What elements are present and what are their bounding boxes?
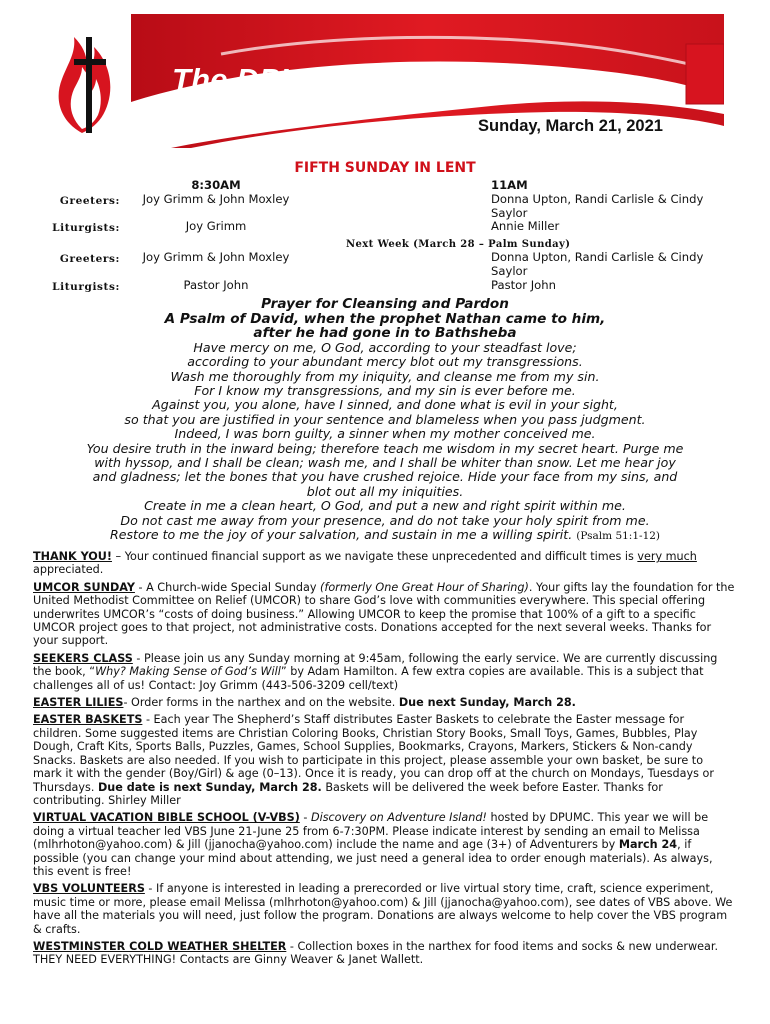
announcement-heading: VBS VOLUNTEERS xyxy=(33,882,145,896)
greeters-late-line1: Donna Upton, Randi Carlisle & Cindy xyxy=(491,192,704,206)
psalm-line: Do not cast me away from your presence, and do not take your holy spirit from me. xyxy=(120,512,650,528)
psalm-heading: Prayer for Cleansing and Pardon xyxy=(261,296,509,312)
issue-date: Sunday, March 21, 2021 xyxy=(478,117,663,135)
announcement-text: - If anyone is interested in leading a prerecorded or live virtual story time, craft, science experiment, music time or more, please email Melissa (mlhrhoton@yahoo.com) & Jill (jjanocha@yahoo.com), see dates of VBS above. We have all the materials you will need, just follow the program. Donations are always welcome to help cover the VBS program & crafts. xyxy=(33,882,733,936)
announcement-text: - xyxy=(299,811,311,825)
liturgists-late: Annie Miller xyxy=(491,219,560,233)
announcement-lilies xyxy=(33,696,735,709)
announcement-emphasis: very much xyxy=(637,550,697,563)
greeters-label: Greeters: xyxy=(59,195,120,207)
announcement-text: Baskets will be delivered the week before Easter. Thanks for contributing. Shirley Miller xyxy=(33,780,663,807)
announcement-bold: March 24 xyxy=(618,838,678,852)
announcement-bold: Due date is next Sunday, March 28. xyxy=(97,780,322,794)
next-liturgists-late: Pastor John xyxy=(491,278,556,292)
next-liturgists-label: Liturgists: xyxy=(52,281,120,293)
announcement-heading: THANK YOU! xyxy=(33,550,112,563)
announcement-text: hosted by DPUMC. This year we will be doing a virtual teacher led VBS June 21-June 25 from 6-7:30PM. Please indicate interest by sending an email to Melissa (mlhrhoton@yahoo.com) & Jill (jjanocha@yahoo.com) include the name and age (3+) of Adventurers by xyxy=(33,811,709,852)
next-greeters-late-line2: Saylor xyxy=(491,264,528,278)
announcement-text: ” by Adam Hamilton. A few extra copies are available. This is a subject that challenges all of us! Contact: Joy Grimm (443-506-3209 cell/text) xyxy=(33,665,704,692)
announcement-text: - Order forms in the narthex and on the website. xyxy=(123,696,399,710)
announcement-text: – Your continued financial support as we navigate these unprecedented and difficult times is xyxy=(111,550,638,563)
announcement-text: - A Church-wide Special Sunday xyxy=(134,580,321,594)
psalm-citation: (Psalm 51:1-12) xyxy=(576,530,661,543)
late-service-time: 11AM xyxy=(491,178,528,192)
announcement-seekers xyxy=(33,652,735,692)
psalm-line: blot out all my iniquities. xyxy=(306,483,464,499)
psalm-subheading: A Psalm of David, when the prophet Nathan came to him, xyxy=(164,310,606,327)
next-greeters-late-line1: Donna Upton, Randi Carlisle & Cindy xyxy=(491,250,704,264)
next-liturgists-early: Pastor John xyxy=(183,278,249,292)
announcement-italic: Why? Making Sense of God’s Will xyxy=(95,665,281,679)
psalm-line xyxy=(40,528,730,543)
announcement-bold: Due next Sunday, March 28. xyxy=(398,696,576,710)
announcement-text: - Each year The Shepherd’s Staff distributes Easter Baskets to celebrate the Easter message for children. Some suggested items are Christian Coloring Books, Christian Story Books, Small Toys, Games, Bubbles, Play Dough, Craft Kits, Sports Balls, Puzzles, Games, School Supplies, Bookmarks, Crayons, Markers, Stickers & Non-candy Snacks. Baskets are also needed. If you wish to participate in this project, please assemble your own basket, be sure to mark it with the gender (Boy/Girl) & age (0–13). Once it is ready, you can drop off at the church on Mondays, Tuesdays or Thursdays. xyxy=(33,713,714,794)
next-greeters-early: Joy Grimm & John Moxley xyxy=(142,250,290,264)
psalm-line: with hyssop, and I shall be clean; wash me, and I shall be whiter than snow. Let me hear joy xyxy=(94,455,676,471)
announcement-vbs xyxy=(33,811,735,878)
announcement-umcor xyxy=(33,581,735,648)
liturgists-early: Joy Grimm xyxy=(185,219,247,233)
announcement-heading: VIRTUAL VACATION BIBLE SCHOOL (V-VBS) xyxy=(33,811,300,825)
masthead-title: The DPUMC Spirit xyxy=(172,62,441,97)
announcement-thank-you xyxy=(33,550,735,577)
announcement-heading: WESTMINSTER COLD WEATHER SHELTER xyxy=(33,939,287,953)
psalm-subheading: after he had gone in to Bathsheba xyxy=(253,325,517,342)
psalm-line: You desire truth in the inward being; therefore teach me wisdom in my secret heart. Purge me xyxy=(86,440,684,456)
greeters-early: Joy Grimm & John Moxley xyxy=(142,192,290,206)
announcement-text: - Collection boxes in the narthex for food items and socks & new underwear. THEY NEED EVERYTHING! Contacts are Ginny Weaver & Janet Wallett. xyxy=(33,939,719,967)
psalm-line: Indeed, I was born guilty, a sinner when my mother conceived me. xyxy=(174,426,596,442)
announcement-heading: UMCOR SUNDAY xyxy=(33,580,135,594)
announcement-italic: (formerly One Great Hour of Sharing) xyxy=(320,580,529,594)
psalm-line: and gladness; let the bones that you have crushed rejoice. Hide your face from my sins, and xyxy=(92,469,678,485)
announcement-text: appreciated. xyxy=(33,563,104,577)
greeters-late-line2: Saylor xyxy=(491,206,528,220)
next-greeters-label: Greeters: xyxy=(59,253,120,265)
announcement-heading: SEEKERS CLASS xyxy=(33,651,133,665)
liturgists-label: Liturgists: xyxy=(52,222,120,234)
psalm-line: so that you are justified in your sentence and blameless when you pass judgment. xyxy=(124,411,646,427)
announcement-baskets xyxy=(33,713,735,807)
announcement-text: . Your gifts lay the foundation for the United Methodist Committee on Relief (UMCOR) to share God’s love with communities everywhere. This special offering underwrites UMCOR’s “costs of doing business.” Allowing UMCOR to keep the promise that 100% of a gift to a specific UMCOR project goes to that project, not administrative costs. Donations accepted for the next several weeks. Thanks for your support. xyxy=(33,580,735,648)
psalm-line: Wash me thoroughly from my iniquity, and cleanse me from my sin. xyxy=(170,368,600,384)
announcement-heading: EASTER BASKETS xyxy=(33,713,143,727)
announcement-volunteers xyxy=(33,882,735,936)
announcement-shelter xyxy=(33,940,735,967)
psalm-line: For I know my transgressions, and my sin is ever before me. xyxy=(194,383,576,398)
announcement-italic: Discovery on Adventure Island! xyxy=(310,811,487,825)
psalm-line: Against you, you alone, have I sinned, and done what is evil in your sight, xyxy=(152,397,618,413)
psalm-line: Create in me a clean heart, O God, and put a new and right spirit within me. xyxy=(144,498,626,514)
psalm-line-text: Restore to me the joy of your salvation, and sustain in me a willing spirit. xyxy=(109,527,573,543)
announcements xyxy=(33,550,735,971)
announcement-text: , if possible (you can change your mind about attending, we just need a general idea to order enough materials). As always, this event is free! xyxy=(33,838,713,878)
psalm-line: according to your abundant mercy blot out my transgressions. xyxy=(187,354,583,370)
next-week-label: Next Week (March 28 – Palm Sunday) xyxy=(346,239,571,250)
cross-and-flame-logo xyxy=(52,33,124,135)
early-service-time: 8:30AM xyxy=(191,178,241,192)
psalm-section xyxy=(40,297,730,543)
announcement-heading: EASTER LILIES xyxy=(33,696,124,710)
announcement-text: - Please join us any Sunday morning at 9:45am, following the early service. We are currently discussing the book, “ xyxy=(33,651,718,679)
service-title: FIFTH SUNDAY IN LENT xyxy=(294,160,476,176)
psalm-line: Have mercy on me, O God, according to your steadfast love; xyxy=(193,339,577,355)
